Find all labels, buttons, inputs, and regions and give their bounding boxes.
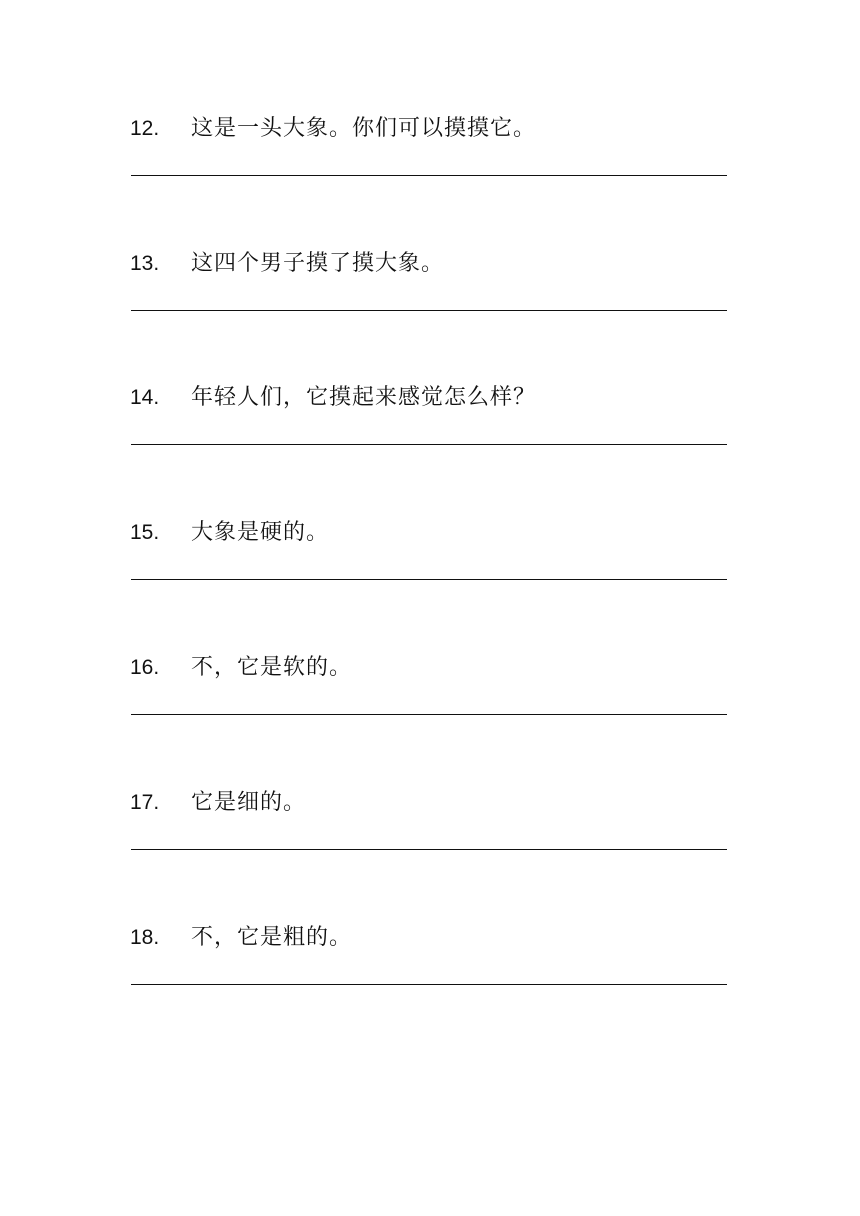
answer-line[interactable]: [131, 714, 727, 715]
item-sentence: 这四个男子摸了摸大象。: [191, 251, 445, 276]
item-number: 14.: [130, 386, 160, 409]
answer-line[interactable]: [131, 310, 727, 311]
item-sentence: 不，它是软的。: [191, 655, 353, 680]
worksheet-item: [0, 250, 860, 330]
item-number: 15.: [130, 521, 160, 544]
item-sentence: 它是细的。: [191, 790, 307, 815]
answer-line[interactable]: [131, 984, 727, 985]
worksheet-item: [0, 654, 860, 734]
answer-line[interactable]: [131, 849, 727, 850]
worksheet-item: [0, 519, 860, 599]
answer-line[interactable]: [131, 444, 727, 445]
item-number: 13.: [130, 252, 160, 275]
item-number: 17.: [130, 791, 160, 814]
item-sentence: 不，它是粗的。: [191, 925, 353, 950]
worksheet-item: [0, 384, 860, 464]
item-number: 12.: [130, 117, 160, 140]
item-sentence: 年轻人们，它摸起来感觉怎么样？: [191, 385, 537, 410]
item-sentence: 大象是硬的。: [191, 520, 330, 545]
item-sentence: 这是一头大象。你们可以摸摸它。: [191, 116, 537, 141]
worksheet-item: [0, 924, 860, 1004]
worksheet-item: [0, 115, 860, 195]
answer-line[interactable]: [131, 175, 727, 176]
answer-line[interactable]: [131, 579, 727, 580]
item-number: 16.: [130, 656, 160, 679]
worksheet-item: [0, 789, 860, 869]
item-number: 18.: [130, 926, 160, 949]
